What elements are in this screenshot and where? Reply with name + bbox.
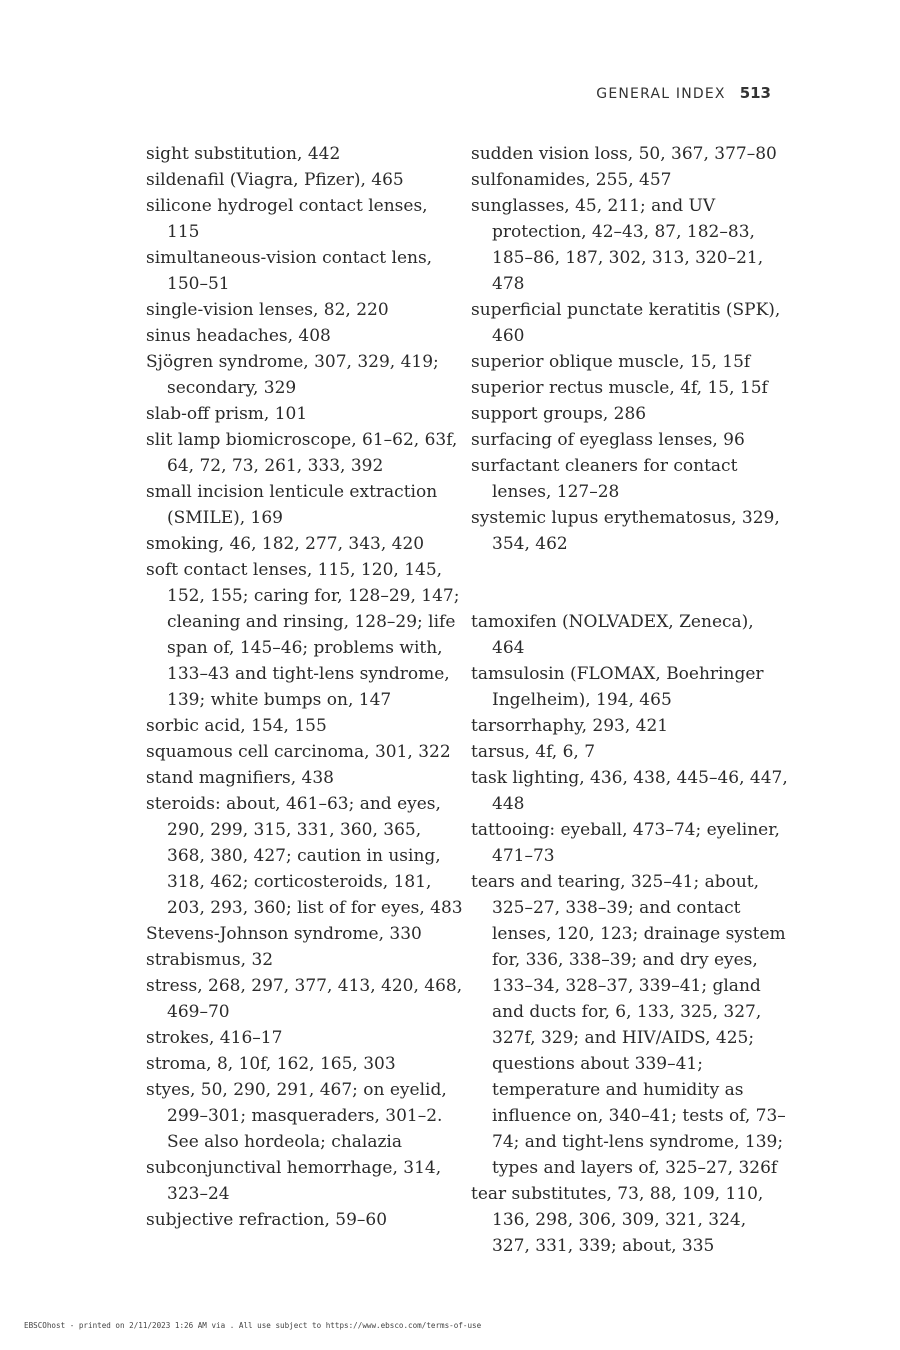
index-entry: sinus headaches, 408 <box>146 326 331 346</box>
index-entry: subjective refraction, 59–60 <box>146 1210 388 1230</box>
index-entry: superior rectus muscle, 4f, 15, 15f <box>471 378 768 398</box>
index-entry: strokes, 416–17 <box>146 1028 283 1048</box>
index-entry: squamous cell carcinoma, 301, 322 <box>146 742 451 762</box>
index-entry: Sjögren syndrome, 307, 329, 419; secondary, 329 <box>146 352 439 398</box>
index-entry: sorbic acid, 154, 155 <box>146 716 327 736</box>
index-entry: subconjunctival hemorrhage, 314, 323–24 <box>146 1158 442 1204</box>
index-entry: styes, 50, 290, 291, 467; on eyelid, 299–301; masqueraders, 301–2. See also hordeola; chalazia <box>146 1080 447 1152</box>
index-entry: tear substitutes, 73, 88, 109, 110, 136, 298, 306, 309, 321, 324, 327, 331, 339; about, 335 <box>471 1184 764 1256</box>
index-entry: tamsulosin (FLOMAX, Boehringer Ingelheim), 194, 465 <box>471 664 764 710</box>
index-entry: smoking, 46, 182, 277, 343, 420 <box>146 534 425 554</box>
index-entry: surfactant cleaners for contact lenses, 127–28 <box>471 456 738 502</box>
index-entry: sight substitution, 442 <box>146 144 341 164</box>
index-entry: Stevens-Johnson syndrome, 330 <box>146 924 422 944</box>
index-entry: surfacing of eyeglass lenses, 96 <box>471 430 745 450</box>
page-number: 513 <box>739 84 771 102</box>
index-entry: superior oblique muscle, 15, 15f <box>471 352 751 372</box>
index-entry: silicone hydrogel contact lenses, 115 <box>146 196 428 242</box>
index-column-left <box>146 141 464 1233</box>
index-entry: sulfonamides, 255, 457 <box>471 170 672 190</box>
index-entry: single-vision lenses, 82, 220 <box>146 300 389 320</box>
index-entry: systemic lupus erythematosus, 329, 354, 462 <box>471 508 780 554</box>
index-entry: tarsorrhaphy, 293, 421 <box>471 716 669 736</box>
index-entry: stress, 268, 297, 377, 413, 420, 468, 469–70 <box>146 976 463 1022</box>
index-entry: tears and tearing, 325–41; about, 325–27, 338–39; and contact lenses, 120, 123; drainage system for, 336, 338–39; and dry eyes, 133–34, 328–37, 339–41; gland and ducts for, 6, 133, 325, 327, 327f, 329; and HIV/AIDS, 425; questions about 339–41; temperature and humidity as influence on, 340–41; tests of, 73–74; and tight-lens syndrome, 139; types and layers of, 325–27, 326f <box>471 872 786 1178</box>
index-entry: slab-off prism, 101 <box>146 404 308 424</box>
index-entry: tamoxifen (NOLVADEX, Zeneca), 464 <box>471 612 754 658</box>
index-entry: soft contact lenses, 115, 120, 145, 152, 155; caring for, 128–29, 147; cleaning and rinsing, 128–29; life span of, 145–46; problems with, 133–43 and tight-lens syndrome, 139; white bumps on, 147 <box>146 560 460 710</box>
header-title: GENERAL INDEX <box>596 86 726 102</box>
letter-section-gap <box>471 583 789 609</box>
index-column-right <box>471 141 789 1259</box>
index-entry: tattooing: eyeball, 473–74; eyeliner, 471–73 <box>471 820 780 866</box>
index-entry: superficial punctate keratitis (SPK), 460 <box>471 300 781 346</box>
index-entry: strabismus, 32 <box>146 950 274 970</box>
index-entry: sildenafil (Viagra, Pfizer), 465 <box>146 170 404 190</box>
print-footer: EBSCOhost - printed on 2/11/2023 1:26 AM via . All use subject to https://www.ebsco.com/terms-of-use <box>24 1321 482 1330</box>
running-header <box>596 84 771 102</box>
index-entry: simultaneous-vision contact lens, 150–51 <box>146 248 433 294</box>
index-entry: task lighting, 436, 438, 445–46, 447, 448 <box>471 768 788 814</box>
index-entry: sunglasses, 45, 211; and UV protection, 42–43, 87, 182–83, 185–86, 187, 302, 313, 320–21, 478 <box>471 196 764 294</box>
letter-section-gap <box>471 557 789 583</box>
index-entry: tarsus, 4f, 6, 7 <box>471 742 596 762</box>
index-entry: support groups, 286 <box>471 404 647 424</box>
index-entry: stand magnifiers, 438 <box>146 768 334 788</box>
index-entry: steroids: about, 461–63; and eyes, 290, 299, 315, 331, 360, 365, 368, 380, 427; caution in using, 318, 462; corticosteroids, 181, 203, 293, 360; list of for eyes, 483 <box>146 794 463 918</box>
index-entry: stroma, 8, 10f, 162, 165, 303 <box>146 1054 396 1074</box>
index-entry: sudden vision loss, 50, 367, 377–80 <box>471 144 777 164</box>
index-entry: small incision lenticule extraction (SMILE), 169 <box>146 482 438 528</box>
index-entry: slit lamp biomicroscope, 61–62, 63f, 64, 72, 73, 261, 333, 392 <box>146 430 458 476</box>
